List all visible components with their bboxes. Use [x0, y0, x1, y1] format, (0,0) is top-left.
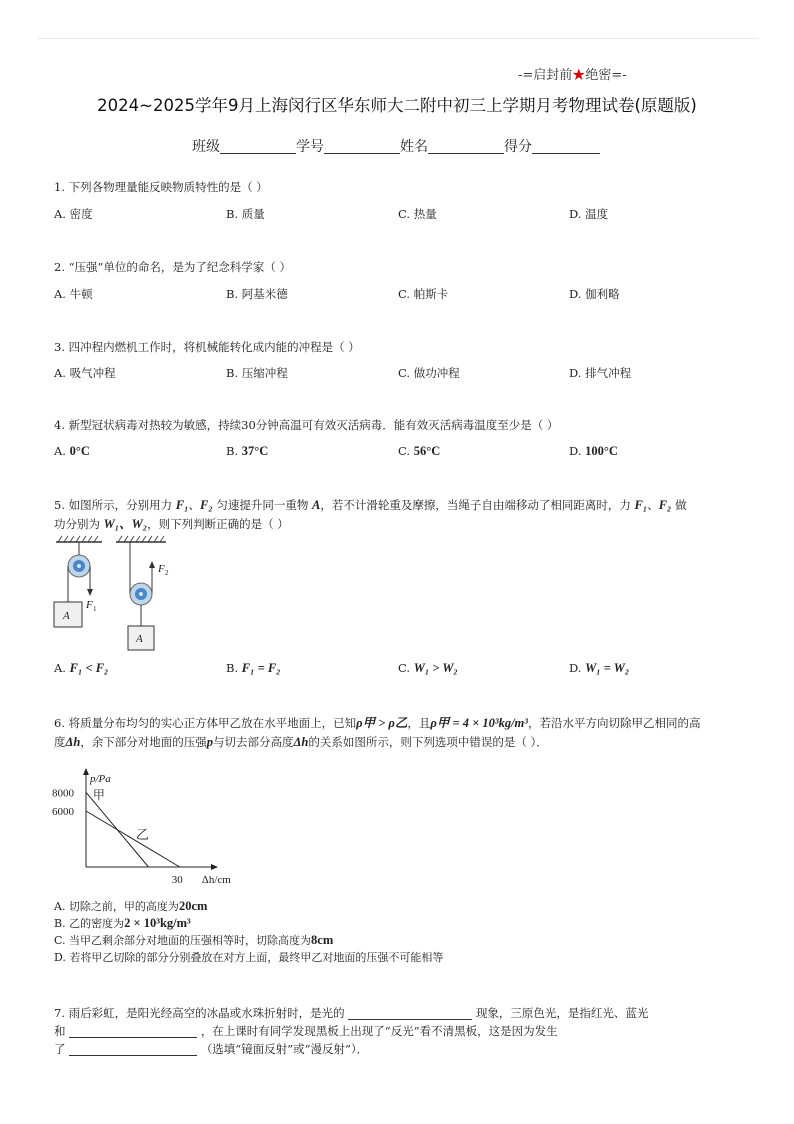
q3-option-d[interactable]: D. 排气冲程 [569, 366, 632, 380]
y-tick-8000: 8000 [52, 787, 74, 800]
q1-option-d[interactable]: D. 温度 [569, 207, 609, 221]
question-5-line-2: 功分别为 W₁、W₂，则下列判断正确的是（ ） [54, 517, 289, 531]
label-f2: F [158, 563, 165, 575]
exam-title: 2024~2025学年9月上海闵行区华东师大二附中初三上学期月考物理试卷(原题版) [97, 96, 697, 115]
q2-option-b[interactable]: B. 阿基米德 [226, 287, 288, 301]
name-label: 姓名 [400, 139, 428, 155]
star-icon: ★ [572, 68, 586, 83]
series-label-yi: 乙 [136, 827, 150, 842]
question-6-line-1: 6. 将质量分布均匀的实心正方体甲乙放在水平地面上，已知ρ甲 > ρ乙，且ρ甲 = 4 × 10³kg/m³，若沿水平方向切除甲乙相同的高 [54, 716, 701, 730]
series-line-yi [86, 811, 180, 867]
label-f1: F [86, 599, 93, 611]
q4-option-a[interactable]: A. 0°C [54, 444, 90, 458]
class-blank[interactable] [220, 140, 296, 154]
student-info-line [192, 136, 600, 156]
q4-option-c[interactable]: C. 56°C [398, 444, 441, 458]
q6-option-a[interactable]: A. 切除之前，甲的高度为20cm [54, 899, 208, 913]
q4-option-d[interactable]: D. 100°C [569, 444, 618, 458]
question-4-stem: 4. 新型冠状病毒对热较为敏感，持续30分钟高温可有效灭活病毒．能有效灭活病毒温度至少是（ ） [54, 418, 559, 432]
q7-blank-1[interactable] [348, 1007, 472, 1020]
q2-option-a[interactable]: A. 牛顿 [54, 287, 93, 301]
q3-option-b[interactable]: B. 压缩冲程 [226, 366, 288, 380]
class-label: 班级 [192, 139, 220, 155]
top-rule [38, 38, 758, 39]
y-axis-arrow [83, 768, 89, 775]
question-5-line-1: 5. 如图所示，分别用力 F₁、F₂ 匀速提升同一重物 A，若不计滑轮重及摩擦，当绳子自由端移动了相同距离时，力 F₁、F₂ 做 [54, 498, 687, 512]
score-label: 得分 [504, 139, 532, 155]
q3-option-a[interactable]: A. 吸气冲程 [54, 366, 116, 380]
y-tick-6000: 6000 [52, 806, 74, 818]
weight-a-left-label: A [63, 610, 70, 622]
id-blank[interactable] [324, 140, 400, 154]
x-axis-arrow [211, 864, 218, 870]
confidential-mark: -=启封前★绝密=- [518, 68, 627, 83]
q5-option-b[interactable]: B. F₁ = F₂ [226, 661, 281, 675]
score-blank[interactable] [532, 140, 600, 154]
q6-option-d[interactable]: D. 若将甲乙切除的部分分别叠放在对方上面，最终甲乙对地面的压强不可能相等 [54, 951, 444, 964]
name-blank[interactable] [428, 140, 504, 154]
q4-option-b[interactable]: B. 37°C [226, 444, 269, 458]
q5-option-a[interactable]: A. F₁ < F₂ [54, 661, 109, 675]
y-axis-label: p/Pa [90, 773, 111, 785]
question-1-stem: 1. 下列各物理量能反映物质特性的是（ ） [54, 180, 268, 194]
question-7-line-1: 7. 雨后彩虹，是阳光经高空的冰晶或水珠折射时，是光的 现象，三原色光，是指红光、蓝光 [54, 1006, 649, 1020]
label-f1-sub: 1 [93, 605, 97, 613]
pulley-figure [54, 536, 214, 656]
q5-option-c[interactable]: C. W₁ > W₂ [398, 661, 458, 675]
series-label-jia: 甲 [92, 787, 105, 802]
id-label: 学号 [296, 139, 324, 155]
question-7-line-3: 了 （选填“镜面反射”或“漫反射”）． [54, 1042, 369, 1056]
x-tick-30: 30 [171, 874, 183, 886]
q1-option-c[interactable]: C. 热量 [398, 207, 437, 221]
q7-blank-2[interactable] [69, 1025, 197, 1038]
q6-option-c[interactable]: C. 当甲乙剩余部分对地面的压强相等时，切除高度为8cm [54, 933, 334, 947]
q6-option-b[interactable]: B. 乙的密度为2 × 10³kg/m³ [54, 916, 191, 930]
pressure-chart [50, 755, 270, 890]
q1-option-b[interactable]: B. 质量 [226, 207, 265, 221]
q2-option-d[interactable]: D. 伽利略 [569, 287, 620, 301]
question-2-stem: 2. “压强”单位的命名，是为了纪念科学家（ ） [54, 260, 292, 274]
label-f2-sub: 2 [165, 569, 169, 577]
weight-a-right-label: A [136, 633, 143, 645]
question-6-line-2: 度Δh，余下部分对地面的压强p与切去部分高度Δh的关系如图所示，则下列选项中错误的是（ ）． [54, 735, 548, 749]
question-7-line-2: 和 ，在上课时有同学发现黑板上出现了“反光”看不清黑板，这是因为发生 [54, 1024, 558, 1038]
q1-option-a[interactable]: A. 密度 [54, 207, 93, 221]
q7-blank-3[interactable] [69, 1043, 197, 1056]
question-3-stem: 3. 四冲程内燃机工作时，将机械能转化成内能的冲程是（ ） [54, 340, 360, 354]
x-axis-label: Δh/cm [201, 874, 231, 886]
q3-option-c[interactable]: C. 做功冲程 [398, 366, 460, 380]
q2-option-c[interactable]: C. 帕斯卡 [398, 287, 449, 301]
q5-option-d[interactable]: D. W₁ = W₂ [569, 661, 630, 675]
